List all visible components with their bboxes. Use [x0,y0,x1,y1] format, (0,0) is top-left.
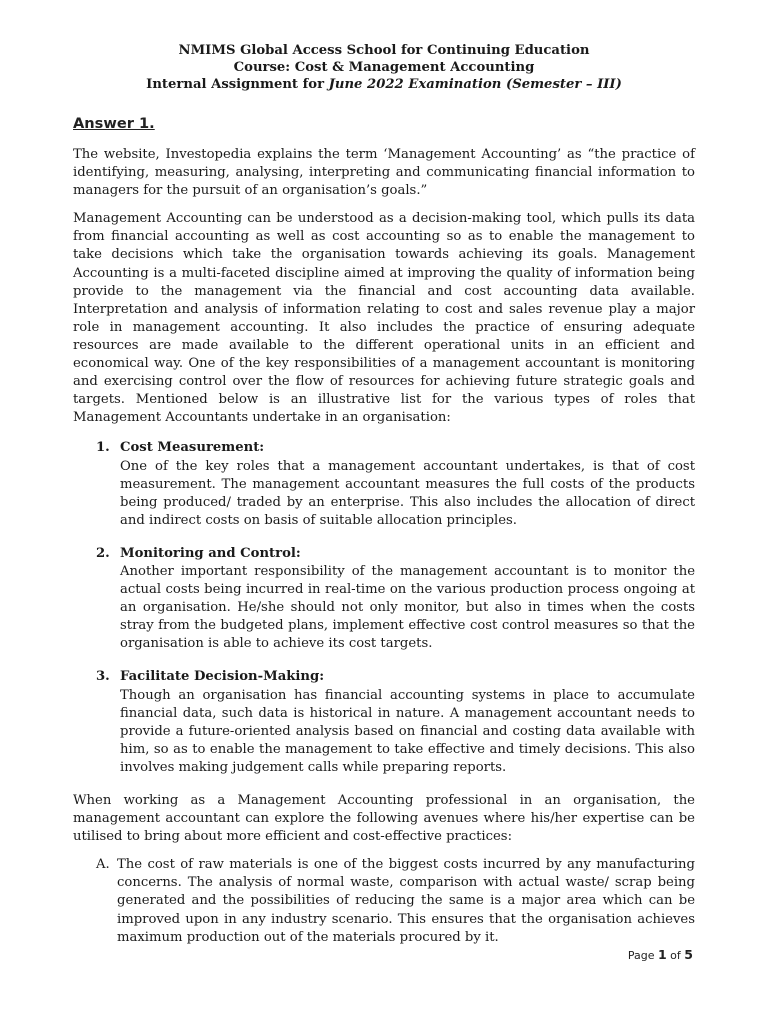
document-header [73,42,695,93]
assignment-line [73,76,695,93]
definition-paragraph: Management Accounting can be understood as a decision-making tool, which pulls its data from financial accounting as well as cost accounting so as to enable the management to take decisions which take the organisation towards achieving its goals. Management Accounting is a multi-faceted discipline aimed at improving the quality of information being provide to the management via the financial and cost accounting data available. Interpretation and analysis of information relating to cost and sales revenue play a major role in management accounting. It also includes the practice of ensuring adequate resources are made available to the different operational units in an efficient and economical way. One of the key responsibilities of a management accountant is monitoring and exercising control over the flow of resources for achieving future strategic goals and targets. Mentioned below is an illustrative list for the various types of roles that Management Accountants undertake in an organisation: [73,211,695,426]
role-item [73,668,695,777]
avenue-item [73,856,695,946]
of-word: of [666,949,685,962]
role-text: One of the key roles that a management accountant undertakes, is that of cost measurement. The management accountant measures the full costs of the products being produced/ traded by an enterprise. This also includes the allocation of direct and indirect costs on basis of suitable allocation principles. [120,458,695,528]
intro-paragraph: The website, Investopedia explains the term ‘Management Accounting’ as “the practice of identifying, measuring, analysing, interpreting and communicating financial information to managers for the pursuit of an organisation’s goals.” [73,147,695,199]
role-text: Though an organisation has financial accounting systems in place to accumulate financial data, such data is historical in nature. A management accountant needs to provide a future-oriented analysis based on financial and costing data available with him, so as to enable the management to take effective and timely decisions. This also involves making judgement calls while preparing reports. [120,687,695,775]
answer-heading: Answer 1. [73,115,155,132]
roles-list [73,439,695,777]
institution-name: NMIMS Global Access School for Continuing Education [178,43,590,58]
role-title: Monitoring and Control: [120,545,301,561]
role-number: 3. [96,669,110,685]
role-title: Cost Measurement: [120,440,265,456]
role-number: 2. [96,545,110,561]
current-page: 1 [657,947,667,962]
exam-session: June 2022 Examination (Semester – III) [328,77,622,92]
course-name: Course: Cost & Management Accounting [233,60,535,75]
avenue-text: The cost of raw materials is one of the biggest costs incurred by any manufacturing concerns. The analysis of normal waste, comparison with actual waste/ scrap being generated and the possibilities of reducing the same is a major area which can be improved upon in any industry scenario. This ensures that the organisation achieves maximum production out of the materials procured by it. [117,857,695,945]
role-item [73,439,695,529]
page-word: Page [627,949,658,962]
role-text: Another important responsibility of the management accountant is to monitor the actual costs being incurred in real-time on the various production process ongoing at an organisation. He/she should not only monitor, but also in times when the costs stray from the budgeted plans, implement effective cost control measures so that the organisation is able to achieve its cost targets. [120,563,695,652]
role-number: 1. [96,440,110,456]
avenues-intro-paragraph: When working as a Management Accounting professional in an organisation, the management accountant can explore the following avenues where his/her expertise can be utilised to bring about more efficient and cost-effective practices: [73,793,695,845]
role-title: Facilitate Decision-Making: [120,669,325,685]
total-pages: 5 [684,947,693,962]
avenues-list [73,856,695,946]
page-number [628,947,693,962]
role-item [73,545,695,654]
assignment-prefix: Internal Assignment for [146,77,329,92]
avenue-label: A. [96,857,110,873]
